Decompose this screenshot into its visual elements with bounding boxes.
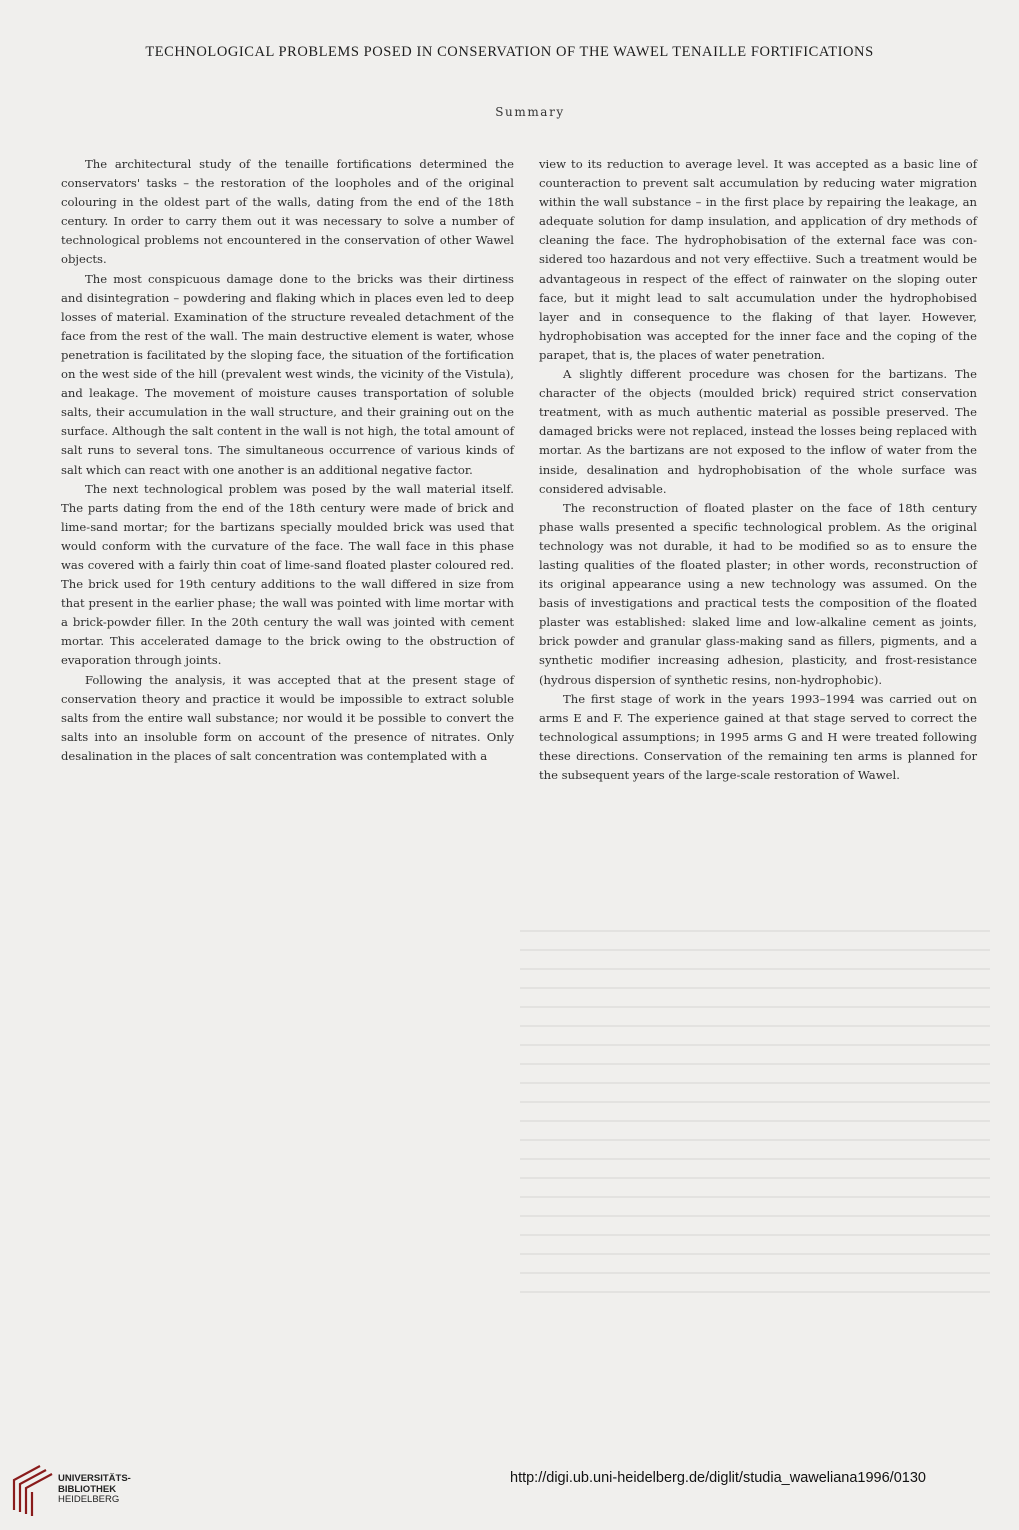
- left-column: [61, 155, 514, 766]
- paragraph: The most conspicuous damage done to the bricks was their dirtiness and disintegration – powdering and flaking which in places even led to deep losses of material. Examination of the structure revealed detachment of the face from the rest of the wall. The main destructive element is water, whose penetration is facilitated by the sloping face, the situation of the fortification on the west side of the hill (prevalent west winds, the vicinity of the Vistula), and leakage. The movement of moisture causes transportation of soluble salts, their accumulation in the wall structure, and their graining out on the surface. Although the salt content in the wall is not high, the total amount of salt runs to several tons. The simultaneous occurrence of various kinds of salt which can react with one another is an additional negative factor.: [61, 271, 514, 477]
- library-logo-text: UNIVERSITÄTS- BIBLIOTHEK HEIDELBERG: [58, 1473, 131, 1505]
- section-title: Summary: [495, 105, 565, 119]
- source-url-link[interactable]: http://digi.ub.uni-heidelberg.de/diglit/studia_waweliana1996/0130: [510, 1470, 926, 1486]
- paragraph: Following the analysis, it was accepted that at the present stage of conservation theory and practice it would be impossible to extract soluble salts from the entire wall substance; nor would it be possible to convert the salts into an insoluble form on account of the presence of nitrates. Only desalination in the places of salt concentration was contemplated with a: [61, 672, 514, 763]
- library-logo-icon: [10, 1462, 54, 1518]
- paragraph: The reconstruction of floated plaster on the face of 18th century phase walls presented a specific technological problem. As the original technology was not durable, it had to be modified so as to ensure the lasting qualities of the floated plaster; in other words, reconstruction of its original appearance using a new technology was assumed. On the basis of investigations and practical tests the composition of the floated plaster was established: slaked lime and low-alkaline cement as joints, brick powder and granular glass-making sand as fillers, pigments, and a synthetic modifier increasing adhesion, plasticity, and frost-resistance (hydrous dispersion of synthetic resins, non-hydrophobic).: [539, 500, 977, 687]
- paragraph: The next technological problem was posed by the wall material itself. The parts dating from the end of the 18th century were made of brick and lime-sand mortar; for the bartizans specially moulded brick was used that would conform with the curvature of the face. The wall face in this phase was covered with a fairly thin coat of lime-sand floated plaster coloured red. The brick used for 19th century additions to the wall differed in size from that present in the earlier phase; the wall was pointed with lime mortar with a brick-powder filler. In the 20th century the wall was jointed with cement mortar. This accelerated damage to the brick owing to the obstruction of evaporation through joints.: [61, 481, 514, 668]
- paragraph-continuation: view to its reduction to average level. It was accepted as a basic line of counteraction to prevent salt accumulation by reducing water migration within the wall substance – in the first place by repairing the leakage, an adequate solution for damp insulation, and application of dry methods of cleaning the face. The hydrophobisation of the external face was considered too hazardous and not very effectiive. Such a treatment would be advantageous in respect of the effect of rainwater on the sloping outer face, but it might lead to salt accumulation under the hydrophobised layer and in consequence to the flaking of that layer. However, hydrophobisation was accepted for the inner face and the coping of the parapet, that is, the places of water penetration.: [539, 157, 977, 362]
- bleed-through-texture: [520, 930, 990, 1350]
- page-title: TECHNOLOGICAL PROBLEMS POSED IN CONSERVATION OF THE WAWEL TENAILLE FORTIFICATIONS: [145, 44, 874, 60]
- paragraph: A slightly different procedure was chosen for the bartizans. The character of the objects (moulded brick) required strict conservation treatment, with as much authentic material as possible preserved. The damaged bricks were not replaced, instead the losses being replaced with mortar. As the bartizans are not exposed to the inflow of water from the inside, desalination and hydrophobisation of the whole surface was considered advisable.: [539, 367, 977, 496]
- right-column: [539, 155, 977, 785]
- paragraph: The architectural study of the tenaille fortifications determined the conservators' tasks – the restoration of the loopholes and of the original colouring in the oldest part of the walls, dating from the end of the 18th century. In order to carry them out it was necessary to solve a number of technological problems not encountered in the conservation of other Wawel objects.: [61, 157, 514, 267]
- paragraph: The first stage of work in the years 1993–1994 was carried out on arms E and F. The experience gained at that stage served to correct the technological assumptions; in 1995 arms G and H were treated following these directions. Conservation of the remaining ten arms is planned for the subsequent years of the large-scale restoration of Wawel.: [539, 691, 977, 782]
